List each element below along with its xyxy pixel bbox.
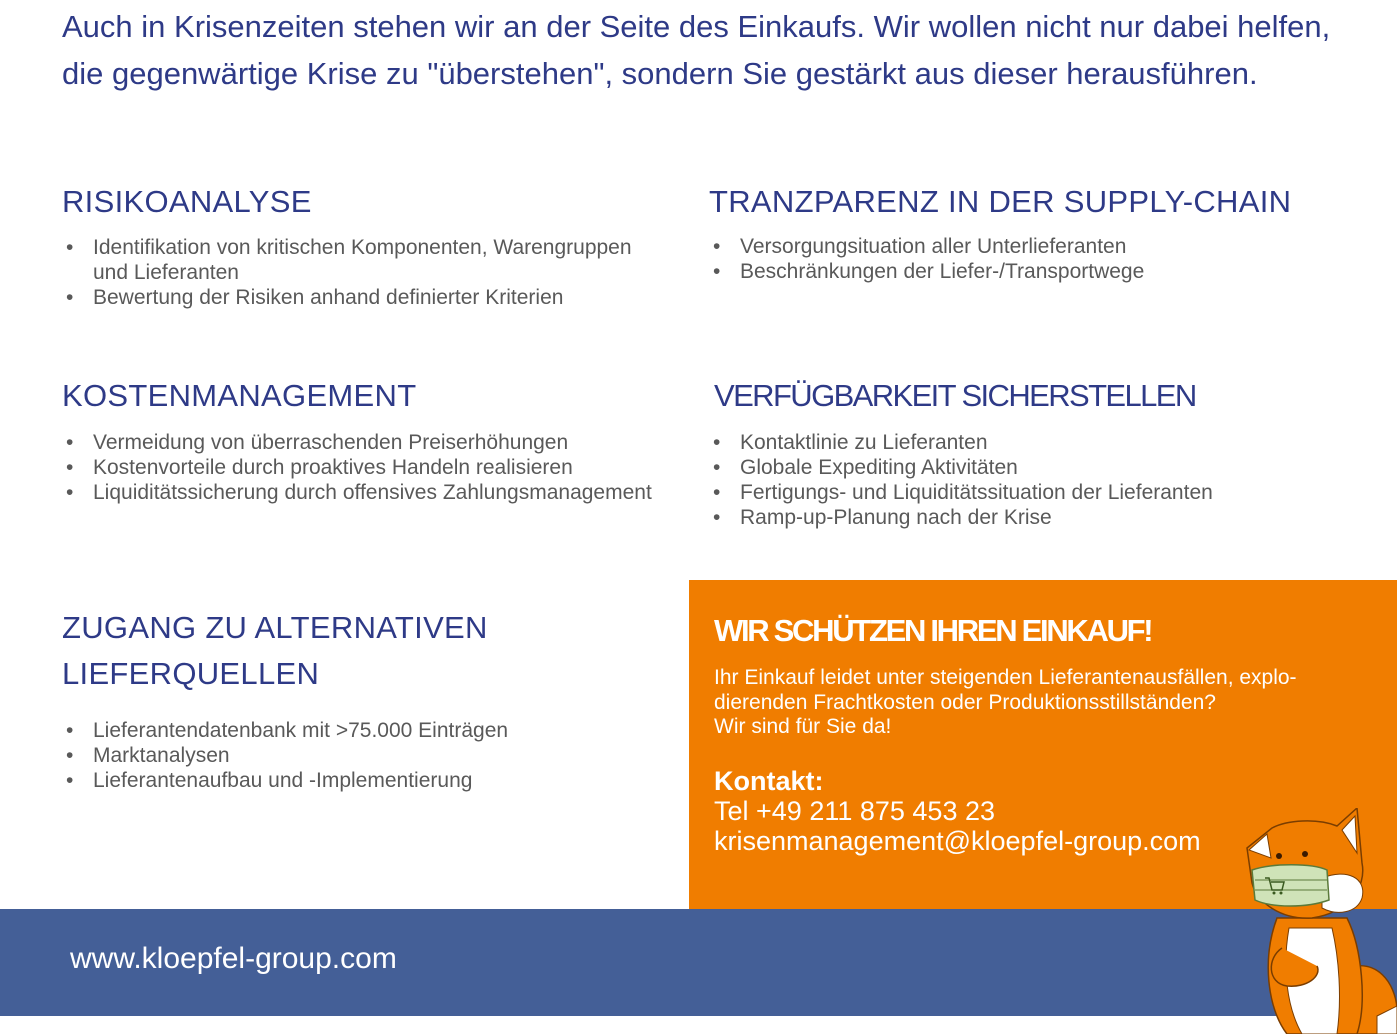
- section-kostenmanagement: [62, 373, 672, 505]
- website-link[interactable]: www.kloepfel-group.com: [70, 942, 397, 975]
- bullet-dot-icon: •: [66, 481, 74, 504]
- fox-with-face-mask-icon: [1227, 808, 1397, 1034]
- bullet-dot-icon: •: [66, 286, 74, 309]
- list-item: • Bewertung der Risiken anhand definierter Kriterien: [66, 286, 564, 309]
- bullet-dot-icon: •: [713, 456, 721, 479]
- bullet-dot-icon: •: [713, 235, 721, 258]
- bullet-dot-icon: •: [713, 431, 721, 454]
- list-item: • Lieferantenaufbau und -Implementierung: [66, 769, 473, 792]
- bullet-dot-icon: •: [713, 260, 721, 283]
- list-item: • Fertigungs- und Liquiditätssituation der Lieferanten: [713, 481, 1213, 504]
- section-risikoanalyse: [62, 179, 662, 310]
- list-item: • Beschränkungen der Liefer-/Transportwege: [713, 260, 1145, 283]
- cta-text: [714, 666, 1384, 740]
- section-title: ZUGANG ZU ALTERNATIVEN LIEFERQUELLEN: [62, 610, 488, 691]
- bullet-list: [714, 430, 1374, 530]
- cta-text-line: Wir sind für Sie da!: [714, 715, 892, 738]
- bullet-dot-icon: •: [713, 481, 721, 504]
- section-title: VERFÜGBARKEIT SICHERSTELLEN: [714, 378, 1196, 413]
- section-title: TRANZPARENZ IN DER SUPPLY-CHAIN: [709, 184, 1292, 219]
- footer-bar: [0, 909, 1397, 1016]
- phone-number[interactable]: Tel +49 211 875 453 23: [714, 796, 995, 826]
- bullet-dot-icon: •: [66, 744, 74, 767]
- bullet-dot-icon: •: [66, 431, 74, 454]
- section-alternative-lieferquellen: [62, 605, 662, 793]
- bullet-dot-icon: •: [66, 769, 74, 792]
- section-title: RISIKOANALYSE: [62, 184, 312, 219]
- bullet-list: [709, 234, 1369, 284]
- list-item: • Lieferantendatenbank mit >75.000 Einträgen: [66, 719, 509, 742]
- list-item: • Kostenvorteile durch proaktives Handeln realisieren: [66, 456, 573, 479]
- bullet-dot-icon: •: [66, 456, 74, 479]
- list-item: • Identifikation von kritischen Komponenten, Warengruppen und Lieferanten: [66, 236, 632, 284]
- list-item: • Versorgungsituation aller Unterlieferanten: [713, 235, 1127, 258]
- bullet-dot-icon: •: [713, 506, 721, 529]
- list-item: • Kontaktlinie zu Lieferanten: [713, 431, 988, 454]
- bullet-dot-icon: •: [66, 719, 74, 742]
- section-transparenz: [709, 179, 1369, 284]
- bullet-list: [62, 718, 662, 793]
- cta-title: WIR SCHÜTZEN IHREN EINKAUF!: [714, 613, 1152, 648]
- list-item: • Liquiditätssicherung durch offensives Zahlungsmanagement: [66, 481, 652, 504]
- list-item: • Ramp-up-Planung nach der Krise: [713, 506, 1052, 529]
- list-item: • Marktanalysen: [66, 744, 230, 767]
- bullet-list: [62, 235, 662, 310]
- section-title: KOSTENMANAGEMENT: [62, 378, 417, 413]
- bullet-dot-icon: •: [66, 236, 74, 259]
- cta-text-line: dierenden Frachtkosten oder Produktionsstillständen?: [714, 690, 1216, 714]
- list-item: • Vermeidung von überraschenden Preiserhöhungen: [66, 431, 569, 454]
- email-address[interactable]: krisenmanagement@kloepfel-group.com: [714, 826, 1201, 856]
- list-item: • Globale Expediting Aktivitäten: [713, 456, 1018, 479]
- intro-text: Auch in Krisenzeiten stehen wir an der Seite des Einkaufs. Wir wollen nicht nur dabei helfen, die gegenwärtige Krise zu "überstehen", sondern Sie gestärkt aus dieser herausführen.: [62, 9, 1331, 91]
- cta-text-line: Ihr Einkauf leidet unter steigenden Lieferantenausfällen, explo-: [714, 666, 1297, 689]
- bullet-list: [62, 430, 672, 505]
- section-verfuegbarkeit: [714, 373, 1374, 530]
- contact-label: Kontakt:: [714, 766, 824, 796]
